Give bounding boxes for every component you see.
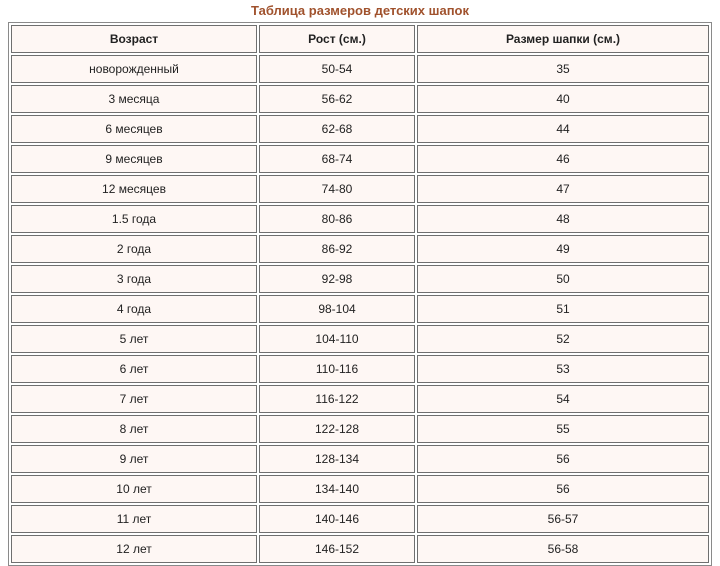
cell-hat-size: 56 <box>417 475 709 503</box>
cell-height: 86-92 <box>259 235 415 263</box>
cell-age: 2 года <box>11 235 257 263</box>
cell-age: 8 лет <box>11 415 257 443</box>
cell-hat-size: 56-57 <box>417 505 709 533</box>
cell-age: 9 месяцев <box>11 145 257 173</box>
table-row <box>11 355 709 383</box>
cell-height: 98-104 <box>259 295 415 323</box>
table-row <box>11 295 709 323</box>
cell-age: 11 лет <box>11 505 257 533</box>
cell-age: 5 лет <box>11 325 257 353</box>
cell-age: 4 года <box>11 295 257 323</box>
table-row <box>11 205 709 233</box>
cell-height: 50-54 <box>259 55 415 83</box>
table-row <box>11 115 709 143</box>
cell-hat-size: 50 <box>417 265 709 293</box>
cell-hat-size: 51 <box>417 295 709 323</box>
cell-height: 110-116 <box>259 355 415 383</box>
cell-height: 68-74 <box>259 145 415 173</box>
table-row <box>11 505 709 533</box>
table-row <box>11 385 709 413</box>
table-row <box>11 475 709 503</box>
cell-age: 12 месяцев <box>11 175 257 203</box>
cell-hat-size: 47 <box>417 175 709 203</box>
cell-age: 3 месяца <box>11 85 257 113</box>
cell-height: 104-110 <box>259 325 415 353</box>
table-row <box>11 325 709 353</box>
cell-height: 122-128 <box>259 415 415 443</box>
cell-hat-size: 53 <box>417 355 709 383</box>
cell-hat-size: 40 <box>417 85 709 113</box>
table-row <box>11 175 709 203</box>
table-row <box>11 85 709 113</box>
cell-age: 12 лет <box>11 535 257 563</box>
table-body <box>11 55 709 563</box>
cell-age: 1.5 года <box>11 205 257 233</box>
table-row <box>11 55 709 83</box>
cell-height: 92-98 <box>259 265 415 293</box>
cell-age: 9 лет <box>11 445 257 473</box>
page-title: Таблица размеров детских шапок <box>250 3 470 18</box>
table-row <box>11 145 709 173</box>
header-height: Рост (см.) <box>259 25 415 53</box>
cell-age: 6 месяцев <box>11 115 257 143</box>
cell-height: 128-134 <box>259 445 415 473</box>
table-row <box>11 415 709 443</box>
cell-height: 134-140 <box>259 475 415 503</box>
hat-size-table <box>8 22 712 566</box>
cell-height: 146-152 <box>259 535 415 563</box>
cell-hat-size: 44 <box>417 115 709 143</box>
cell-height: 74-80 <box>259 175 415 203</box>
cell-hat-size: 48 <box>417 205 709 233</box>
cell-hat-size: 46 <box>417 145 709 173</box>
table-row <box>11 235 709 263</box>
table-row <box>11 265 709 293</box>
cell-hat-size: 49 <box>417 235 709 263</box>
table-row <box>11 445 709 473</box>
cell-hat-size: 54 <box>417 385 709 413</box>
header-age: Возраст <box>11 25 257 53</box>
table-row <box>11 535 709 563</box>
cell-height: 56-62 <box>259 85 415 113</box>
cell-height: 116-122 <box>259 385 415 413</box>
cell-hat-size: 56-58 <box>417 535 709 563</box>
cell-hat-size: 56 <box>417 445 709 473</box>
cell-height: 62-68 <box>259 115 415 143</box>
cell-height: 140-146 <box>259 505 415 533</box>
cell-hat-size: 52 <box>417 325 709 353</box>
cell-age: 7 лет <box>11 385 257 413</box>
cell-height: 80-86 <box>259 205 415 233</box>
cell-hat-size: 35 <box>417 55 709 83</box>
table-header-row <box>11 25 709 53</box>
cell-age: 10 лет <box>11 475 257 503</box>
cell-age: 3 года <box>11 265 257 293</box>
header-hat-size: Размер шапки (см.) <box>417 25 709 53</box>
cell-age: 6 лет <box>11 355 257 383</box>
cell-hat-size: 55 <box>417 415 709 443</box>
cell-age: новорожденный <box>11 55 257 83</box>
